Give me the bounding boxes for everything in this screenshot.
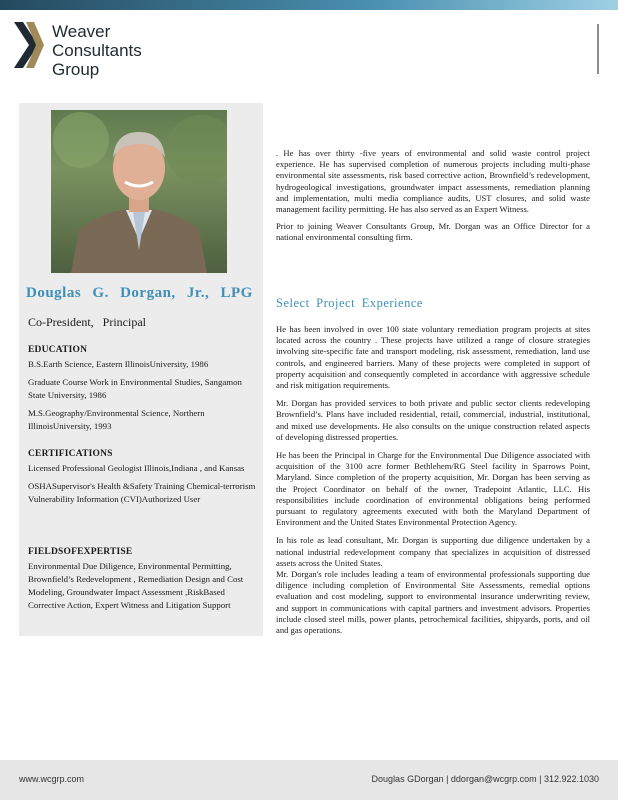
- project-experience-heading: Select Project Experience: [276, 296, 423, 310]
- profile-sidebar: [19, 103, 263, 636]
- person-title: Co-President, Principal: [28, 315, 146, 329]
- footer-website-link[interactable]: www.wcgrp.com: [19, 774, 85, 784]
- education-list: [28, 358, 258, 438]
- project-paragraph: Mr. Dorgan has provided services to both private and public sector clients redeveloping Brownfield’s. Plans have included residential, retail, commercial, industrial, institutional, and mixed use developments. He also consults on the unique construction related aspects of developing distressed properties.: [276, 398, 590, 442]
- logo-line-1: Weaver: [52, 22, 111, 41]
- project-paragraph: He has been the Principal in Charge for the Environmental Due Diligence associated with acquisition of the 3100 acre former Bethlehem/RG Steel facility in Sparrows Point, Maryland. Since completion of the property acquisition, Mr. Dorgan has been serving as the Project Coordinator on behalf of the owner, Tradepoint Atlantic, LLC. His responsibilities include coordination of environmental obligations being performed pursuant to regulatory agreements executed with both the Maryland Department of Environment and the United States Environmental Protection Agency.: [276, 450, 590, 528]
- certifications-heading: CERTIFICATIONS: [28, 449, 113, 459]
- education-item: Graduate Course Work in Environmental Studies, Sangamon State University, 1986: [28, 377, 242, 400]
- expertise-text: Environmental Due Diligence, Environmental Permitting, Brownfield’s Redevelopment , Remediation Design and Cost Modeling, Groundwater Impact Assessment ,RiskBased Corrective Action, Expert Witness and Litigation Support: [28, 561, 244, 610]
- project-experience-section: [276, 324, 590, 636]
- project-paragraph: In his role as lead consultant, Mr. Dorgan is supporting due diligence undertaken by a national industrial redevelopment company that specializes in acquisition of distressed assets across the United States.: [276, 535, 590, 568]
- summary-paragraph: . He has over thirty -five years of environmental and solid waste control project experience. He has supervised completion of numerous projects including multi-phase environmental site assessments, risk based corrective action, Brownfield’s redevelopment, hydrogeological investigations, groundwater impact assessments, remediation planning and implementation, multi media compliance audits, UST closures, and solid waste management facility permitting. He has also served as an Expert Witness.: [276, 148, 590, 215]
- expertise-heading: FIELDSOFEXPERTISE: [28, 547, 133, 557]
- summary-section: [276, 148, 590, 244]
- certification-item: OSHASupervisor's Health &Safety Training Chemical-terrorism Vulnerability Information (CVI)Authorized User: [28, 481, 256, 504]
- summary-paragraph: Prior to joining Weaver Consultants Group, Mr. Dorgan was an Office Director for a national environmental consulting firm.: [276, 221, 590, 243]
- education-item: M.S.Geography/Environmental Science, Northern IllinoisUniversity, 1993: [28, 408, 205, 431]
- project-paragraph: He has been involved in over 100 state voluntary remediation program projects at sites located across the country . These projects have utilized a range of closure strategies involving site-specific fate and transport modeling, risk assessment, remediation, land use controls, and engineered barriers. Many of these projects were completed in support of property acquisition and consequently completed in accordance with aggressive schedule and risk mitigation requirements.: [276, 324, 590, 391]
- header-divider: [597, 24, 599, 74]
- footer-contact: Douglas GDorgan | ddorgan@wcgrp.com | 312.922.1030: [371, 774, 599, 784]
- project-paragraph: Mr. Dorgan's role includes leading a team of environmental professionals supporting due diligence including completion of Environmental Site Assessments, remedial options evaluation and cost modeling, support to environmental insurance underwriting review, and support in communications with capital partners and investment advisors. Properties include closed steel mills, power plants, petrochemical facilities, shipyards, ports, and oil and gas operations.: [276, 569, 590, 636]
- education-item: B.S.Earth Science, Eastern IllinoisUniversity, 1986: [28, 359, 209, 369]
- chevron-logo-icon: [14, 22, 44, 68]
- top-accent-bar: [0, 0, 618, 10]
- education-heading: EDUCATION: [28, 345, 88, 355]
- logo-line-3: Group: [52, 60, 100, 79]
- page-footer: [0, 760, 618, 800]
- company-logo: [14, 20, 164, 80]
- certification-item: Licensed Professional Geologist Illinois,Indiana , and Kansas: [28, 463, 245, 473]
- certifications-list: [28, 462, 258, 511]
- logo-line-2: Consultants: [52, 41, 142, 60]
- portrait-photo: [51, 110, 227, 273]
- person-name: Douglas G. Dorgan, Jr., LPG: [26, 285, 253, 301]
